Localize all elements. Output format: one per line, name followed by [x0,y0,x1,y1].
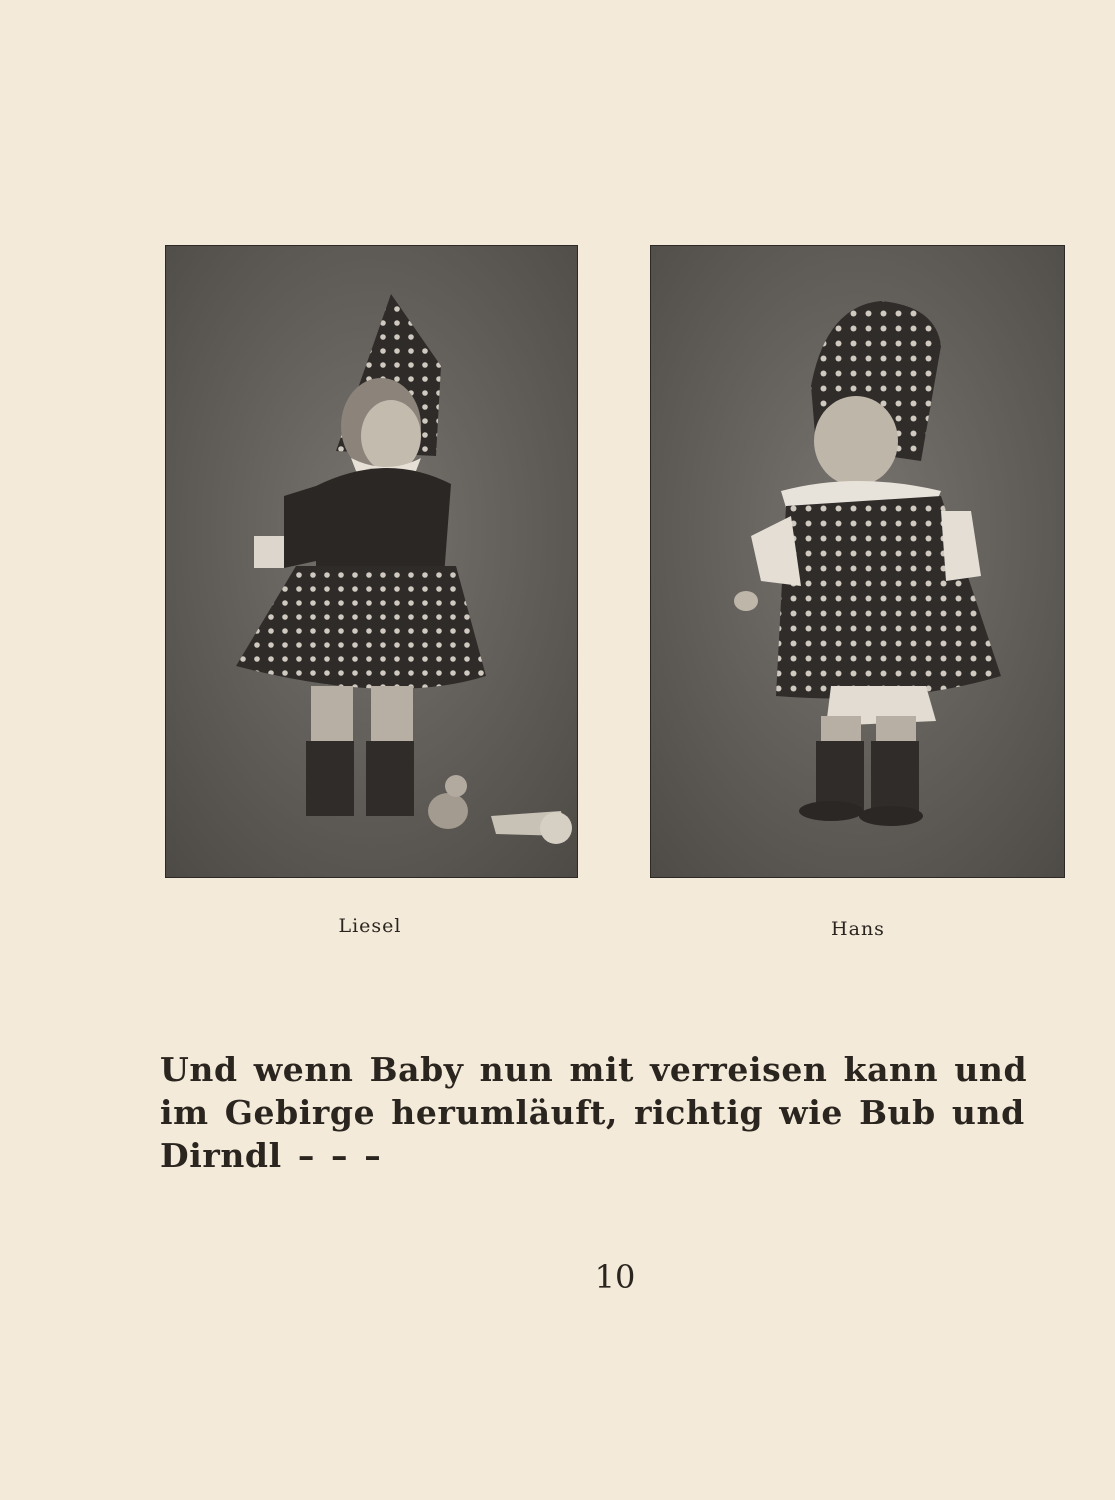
photo-liesel [165,245,578,878]
caption-liesel: Liesel [338,915,402,937]
page-number: 10 [594,1258,636,1296]
caption-hans: Hans [831,918,885,940]
photo-liesel-image [166,246,577,877]
photo-hans-image [651,246,1064,877]
body-text: Und wenn Baby nun mit verreisen kann und im Gebirge herumläuft, richtig wie Bub und Dirndl – – – [160,1050,1028,1175]
photo-hans [650,245,1065,878]
